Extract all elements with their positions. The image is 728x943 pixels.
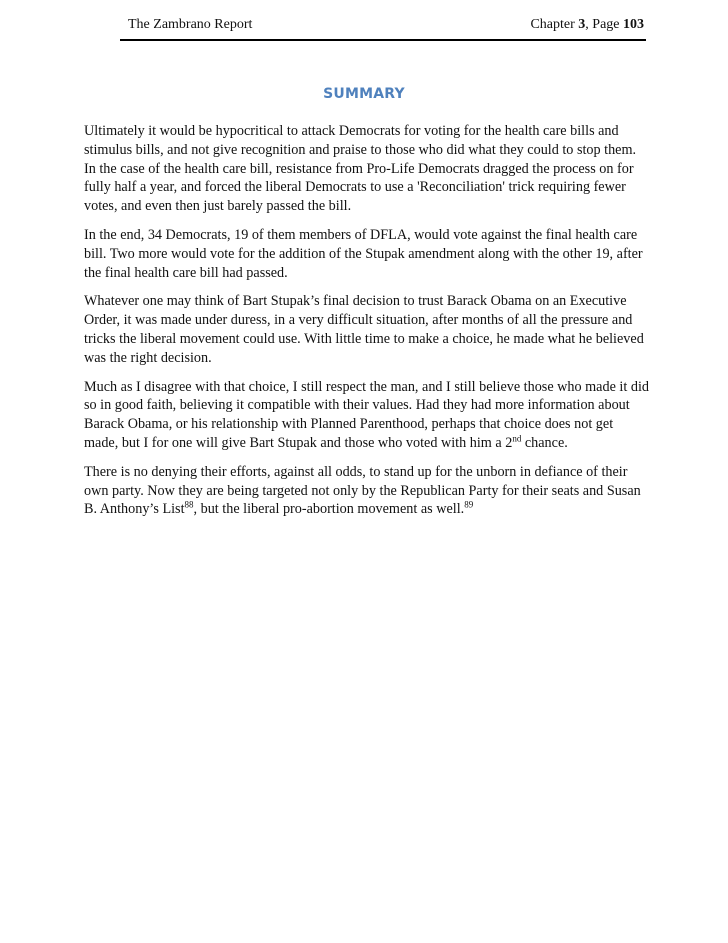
header-divider xyxy=(120,39,646,41)
report-title: The Zambrano Report xyxy=(128,17,253,32)
footnote-ref-88[interactable]: 88 xyxy=(184,499,194,510)
paragraph-5 xyxy=(84,463,650,519)
page-label: Page xyxy=(592,17,620,32)
paragraph-4 xyxy=(84,378,650,453)
paragraph-4-text-end: chance. xyxy=(521,434,568,451)
paragraph-5-text-end: , but the liberal pro-abortion movement as well. xyxy=(193,501,465,518)
section-heading: SUMMARY xyxy=(323,86,405,102)
chapter-label: Chapter xyxy=(530,17,575,32)
paragraph-1: Ultimately it would be hypocritical to attack Democrats for voting for the health care bills and stimulus bills, and not give recognition and praise to those who did what they could to stop them. In the case of the health care bill, resistance from Pro-Life Democrats dragged the process on for fully half a year, and forced the liberal Democrats to use a 'Reconciliation' trick requiring fewer votes, and even then just barely passed the bill. xyxy=(84,123,637,215)
paragraph-4-text: Much as I disagree with that choice, I still respect the man, and I still believe those who made it did so in good faith, believing it compatible with their values. Had they had more information about Barack Obama, or his relationship with Planned Parenthood, perhaps that choice does not get made, but I for one will give Bart Stupak and those who voted with him a 2 xyxy=(84,378,649,451)
paragraph-2: In the end, 34 Democrats, 19 of them members of DFLA, would vote against the final health care bill. Two more would vote for the addition of the Stupak amendment along with the other 19, after the final health care bill had passed. xyxy=(84,226,643,281)
paragraph-3: Whatever one may think of Bart Stupak’s final decision to trust Barack Obama on an Executive Order, it was made under duress, in a very difficult situation, after months of all the pressure and tricks the liberal movement could use. With little time to make a choice, he made what he believed was the right decision. xyxy=(84,293,644,366)
body-text xyxy=(84,122,650,529)
chapter-number: 3 xyxy=(578,17,586,32)
page-number: 103 xyxy=(623,17,644,32)
ordinal-superscript: nd xyxy=(512,433,522,444)
footnote-ref-89[interactable]: 89 xyxy=(464,499,474,510)
paragraph-5-text: There is no denying their efforts, against all odds, to stand up for the unborn in defiance of their own party. Now they are being targeted not only by the Republican Party for their seats and Susan B. Anthony’s List xyxy=(84,463,641,518)
chapter-page-indicator: Chapter 3, Page 103 xyxy=(530,17,644,32)
page-header xyxy=(128,14,644,36)
